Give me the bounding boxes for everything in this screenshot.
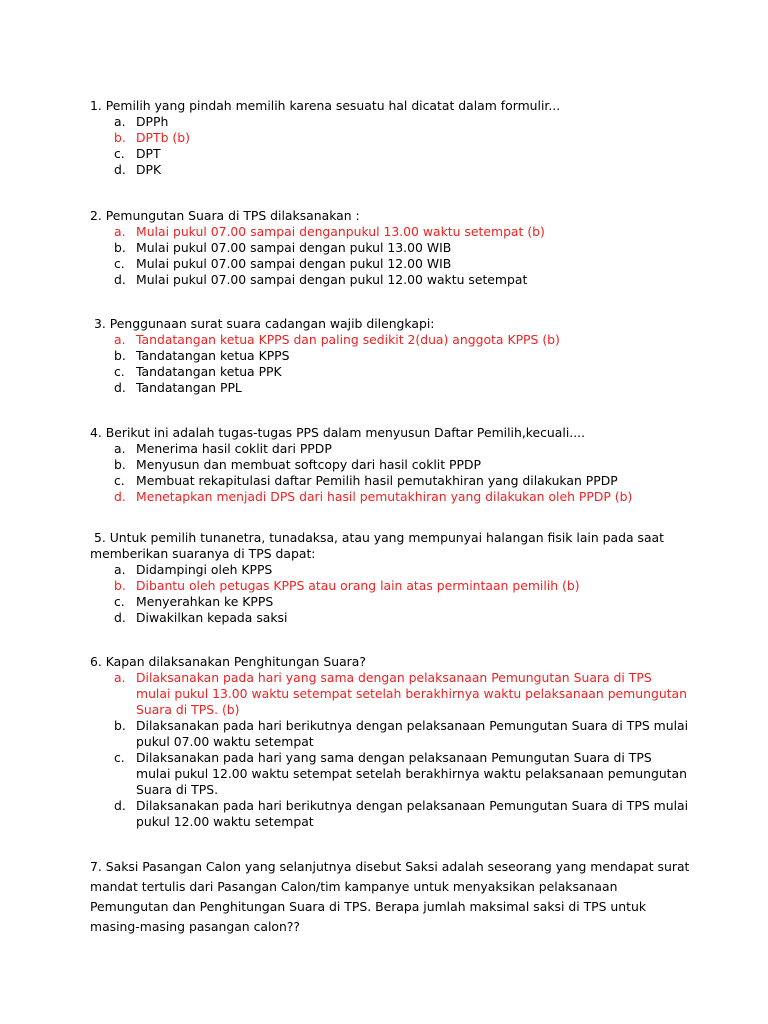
option-6c: c. Dilaksanakan pada hari yang sama dengan pelaksanaan Pemungutan Suara di TPS mulai pukul 12.00 waktu setempat setelah berakhirnya waktu pelaksanaan pemungutan Suara di TPS.: [114, 750, 687, 797]
option-1b-answer: b. DPTb (b): [114, 130, 190, 145]
question-4-options: [90, 441, 690, 505]
option-6a-answer: a. Dilaksanakan pada hari yang sama dengan pelaksanaan Pemungutan Suara di TPS mulai pukul 13.00 waktu setempat setelah berakhirnya waktu pelaksanaan pemungutan Suara di TPS. (b): [114, 670, 687, 717]
option-4c: c. Membuat rekapitulasi daftar Pemilih hasil pemutakhiran yang dilakukan PPDP: [114, 473, 618, 488]
question-6: [90, 654, 690, 830]
question-7-text: 7. Saksi Pasangan Calon yang selanjutnya disebut Saksi adalah seseorang yang mendapat surat mandat tertulis dari Pasangan Calon/tim kampanye untuk menyaksikan pelaksanaan Pemungutan dan Penghitungan Suara di TPS. Berapa jumlah maksimal saksi di TPS untuk masing-masing pasangan calon??: [90, 859, 694, 934]
question-5: [90, 530, 690, 626]
question-5-options: [90, 562, 690, 626]
question-4: [90, 425, 690, 505]
question-3-text: 3. Penggunaan surat suara cadangan wajib dilengkapi:: [90, 316, 435, 331]
option-4b: b. Menyusun dan membuat softcopy dari hasil coklit PPDP: [114, 457, 482, 472]
option-4a: a. Menerima hasil coklit dari PPDP: [114, 441, 332, 456]
question-6-options: [90, 670, 690, 830]
question-6-text: 6. Kapan dilaksanakan Penghitungan Suara?: [90, 654, 366, 669]
option-2d: d. Mulai pukul 07.00 sampai dengan pukul 12.00 waktu setempat: [114, 272, 528, 287]
option-5a: a. Didampingi oleh KPPS: [114, 562, 273, 577]
question-1-text: 1. Pemilih yang pindah memilih karena sesuatu hal dicatat dalam formulir...: [90, 98, 561, 113]
question-2-options: [90, 224, 690, 288]
option-6d: d. Dilaksanakan pada hari berikutnya dengan pelaksanaan Pemungutan Suara di TPS mulai pukul 12.00 waktu setempat: [114, 798, 689, 829]
question-2-text: 2. Pemungutan Suara di TPS dilaksanakan :: [90, 208, 360, 223]
option-2c: c. Mulai pukul 07.00 sampai dengan pukul 12.00 WIB: [114, 256, 452, 271]
question-1-options: [90, 114, 690, 178]
question-3-options: [90, 332, 690, 396]
question-2: [90, 208, 690, 288]
option-2b: b. Mulai pukul 07.00 sampai dengan pukul 13.00 WIB: [114, 240, 452, 255]
question-1: [90, 98, 690, 178]
option-3c: c. Tandatangan ketua PPK: [114, 364, 282, 379]
option-6b: b. Dilaksanakan pada hari berikutnya dengan pelaksanaan Pemungutan Suara di TPS mulai pukul 07.00 waktu setempat: [114, 718, 689, 749]
option-1a: a. DPPh: [114, 114, 169, 129]
option-1d: d. DPK: [114, 162, 162, 177]
question-4-text: 4. Berikut ini adalah tugas-tugas PPS dalam menyusun Daftar Pemilih,kecuali....: [90, 425, 586, 440]
question-7: [90, 857, 694, 937]
option-1c: c. DPT: [114, 146, 161, 161]
option-5c: c. Menyerahkan ke KPPS: [114, 594, 274, 609]
option-3d: d. Tandatangan PPL: [114, 380, 242, 395]
question-3: [90, 316, 690, 396]
option-5b-answer: b. Dibantu oleh petugas KPPS atau orang lain atas permintaan pemilih (b): [114, 578, 580, 593]
option-3b: b. Tandatangan ketua KPPS: [114, 348, 290, 363]
option-4d-answer: d. Menetapkan menjadi DPS dari hasil pemutakhiran yang dilakukan oleh PPDP (b): [114, 489, 633, 504]
option-5d: d. Diwakilkan kepada saksi: [114, 610, 288, 625]
option-3a-answer: a. Tandatangan ketua KPPS dan paling sedikit 2(dua) anggota KPPS (b): [114, 332, 560, 347]
option-2a-answer: a. Mulai pukul 07.00 sampai denganpukul 13.00 waktu setempat (b): [114, 224, 545, 239]
question-5-text: 5. Untuk pemilih tunanetra, tunadaksa, atau yang mempunyai halangan fisik lain pada saat memberikan suaranya di TPS dapat:: [90, 530, 668, 561]
